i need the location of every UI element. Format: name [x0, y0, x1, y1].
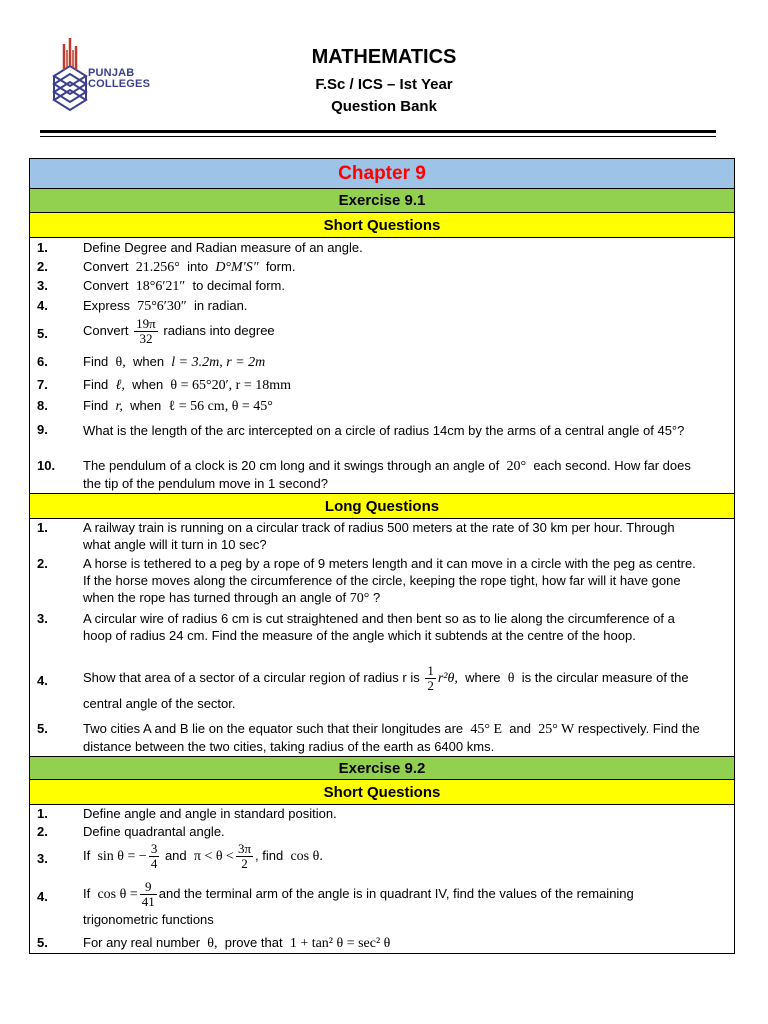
chapter-heading: Chapter 9	[30, 159, 734, 189]
exercise-9-1-heading: Exercise 9.1	[30, 189, 734, 213]
item-text: Two cities A and B lie on the equator such that their longitudes are 45° E and 25° W respectively. Find the distance between the two cities, taking radius of the earth as 6400 kms.	[83, 721, 700, 754]
item-text: A horse is tethered to a peg by a rope of 9 meters length and it can move in a circle with the peg as centre. If the horse moves along the circumference of the circle, keeping the rope tight, how far will it have gone when the rope has turned through an angle of 70° ?	[83, 556, 696, 606]
item-text: Convert 21.256° into D°M′S″ form.	[83, 259, 296, 275]
item-number: 4.	[37, 673, 48, 688]
item-number: 2.	[37, 556, 48, 571]
item-text: A circular wire of radius 6 cm is cut straightened and then bent so as to lie along the circumference of a hoop of radius 24 cm. Find the measure of the angle which it subtends at the centre of the hoop.	[83, 611, 675, 643]
item-text: Convert $\frac{19\pi}{32}$ radians into degree	[83, 316, 275, 346]
page-subtitle-2: Question Bank	[331, 98, 437, 115]
item-number: 7.	[37, 377, 48, 392]
item-number: 5.	[37, 935, 48, 950]
item-text: Find ℓ, when θ = 65°20′, r = 18mm	[83, 377, 292, 393]
item-number: 4.	[37, 889, 48, 904]
item-number: 3.	[37, 851, 48, 866]
item-text: Express 75°6′30″ in radian.	[83, 298, 248, 314]
item-text: Define Degree and Radian measure of an angle.	[83, 240, 363, 255]
item-number: 5.	[37, 326, 48, 341]
item-number: 8.	[37, 398, 48, 413]
item-text: Show that area of a sector of a circular region of radius r is $\frac{1}{2}$ r²θ, where θ is the circular measure of the central angle of the sector.	[83, 663, 689, 711]
exercise-9-2-heading: Exercise 9.2	[30, 756, 734, 780]
fraction: $\frac{9}{41}$	[141, 879, 155, 909]
item-number: 4.	[37, 298, 48, 313]
item-number: 3.	[37, 611, 48, 626]
page-subtitle: F.Sc / ICS – Ist Year	[315, 76, 453, 93]
fraction: $\frac{3\pi}{2}$	[237, 841, 252, 871]
item-text: For any real number θ, prove that 1 + tan² θ = sec² θ	[83, 935, 391, 951]
item-number: 10.	[37, 458, 56, 473]
item-number: 6.	[37, 354, 48, 369]
item-text: Convert 18°6′21″ to decimal form.	[83, 278, 285, 294]
item-text: Find r, when ℓ = 56 cm, θ = 45°	[83, 398, 273, 414]
item-text: Find θ, when l = 3.2m, r = 2m	[83, 354, 266, 370]
item-text: Define quadrantal angle.	[83, 824, 225, 839]
logo-text-punjab: PUNJAB	[88, 67, 135, 79]
item-number: 2.	[37, 824, 48, 839]
item-text: What is the length of the arc intercepted on a circle of radius 14cm by the arms of a central angle of 45°?	[83, 423, 685, 438]
ex1-long-questions-heading: Long Questions	[30, 493, 734, 519]
page-title: MATHEMATICS	[311, 46, 457, 68]
item-number: 5.	[37, 721, 48, 736]
fraction: $\frac{1}{2}$	[427, 663, 434, 693]
item-text: If sin θ = − $\frac{3}{4}$ and π < θ < $\frac{3\pi}{2}$ , find cos θ.	[83, 841, 323, 871]
question-table	[29, 158, 735, 954]
fraction: $\frac{3}{4}$	[150, 841, 158, 871]
item-text: Define angle and angle in standard position.	[83, 806, 337, 821]
header-rule-thick	[40, 130, 716, 133]
item-number: 1.	[37, 806, 48, 821]
item-text: The pendulum of a clock is 20 cm long and it swings through an angle of 20° each second. How far does the tip of the pendulum move in 1 second?	[83, 458, 691, 491]
logo-text-colleges: COLLEGES	[88, 78, 151, 90]
item-text: A railway train is running on a circular track of radius 500 meters at the rate of 30 km per hour. Through what angle will it turn in 10 sec?	[83, 520, 675, 552]
header-rule-thin	[40, 136, 716, 137]
ex2-short-questions-heading: Short Questions	[30, 780, 734, 805]
item-number: 9.	[37, 422, 48, 437]
item-text: If cos θ = $\frac{9}{41}$ and the terminal arm of the angle is in quadrant IV, find the values of the remaining trigonometric functions	[83, 879, 634, 927]
item-number: 2.	[37, 259, 48, 274]
item-number: 1.	[37, 520, 48, 535]
fraction: $\frac{19\pi}{32}$	[136, 316, 156, 346]
ex1-short-questions-heading: Short Questions	[30, 213, 734, 238]
item-number: 3.	[37, 278, 48, 293]
item-number: 1.	[37, 240, 48, 255]
